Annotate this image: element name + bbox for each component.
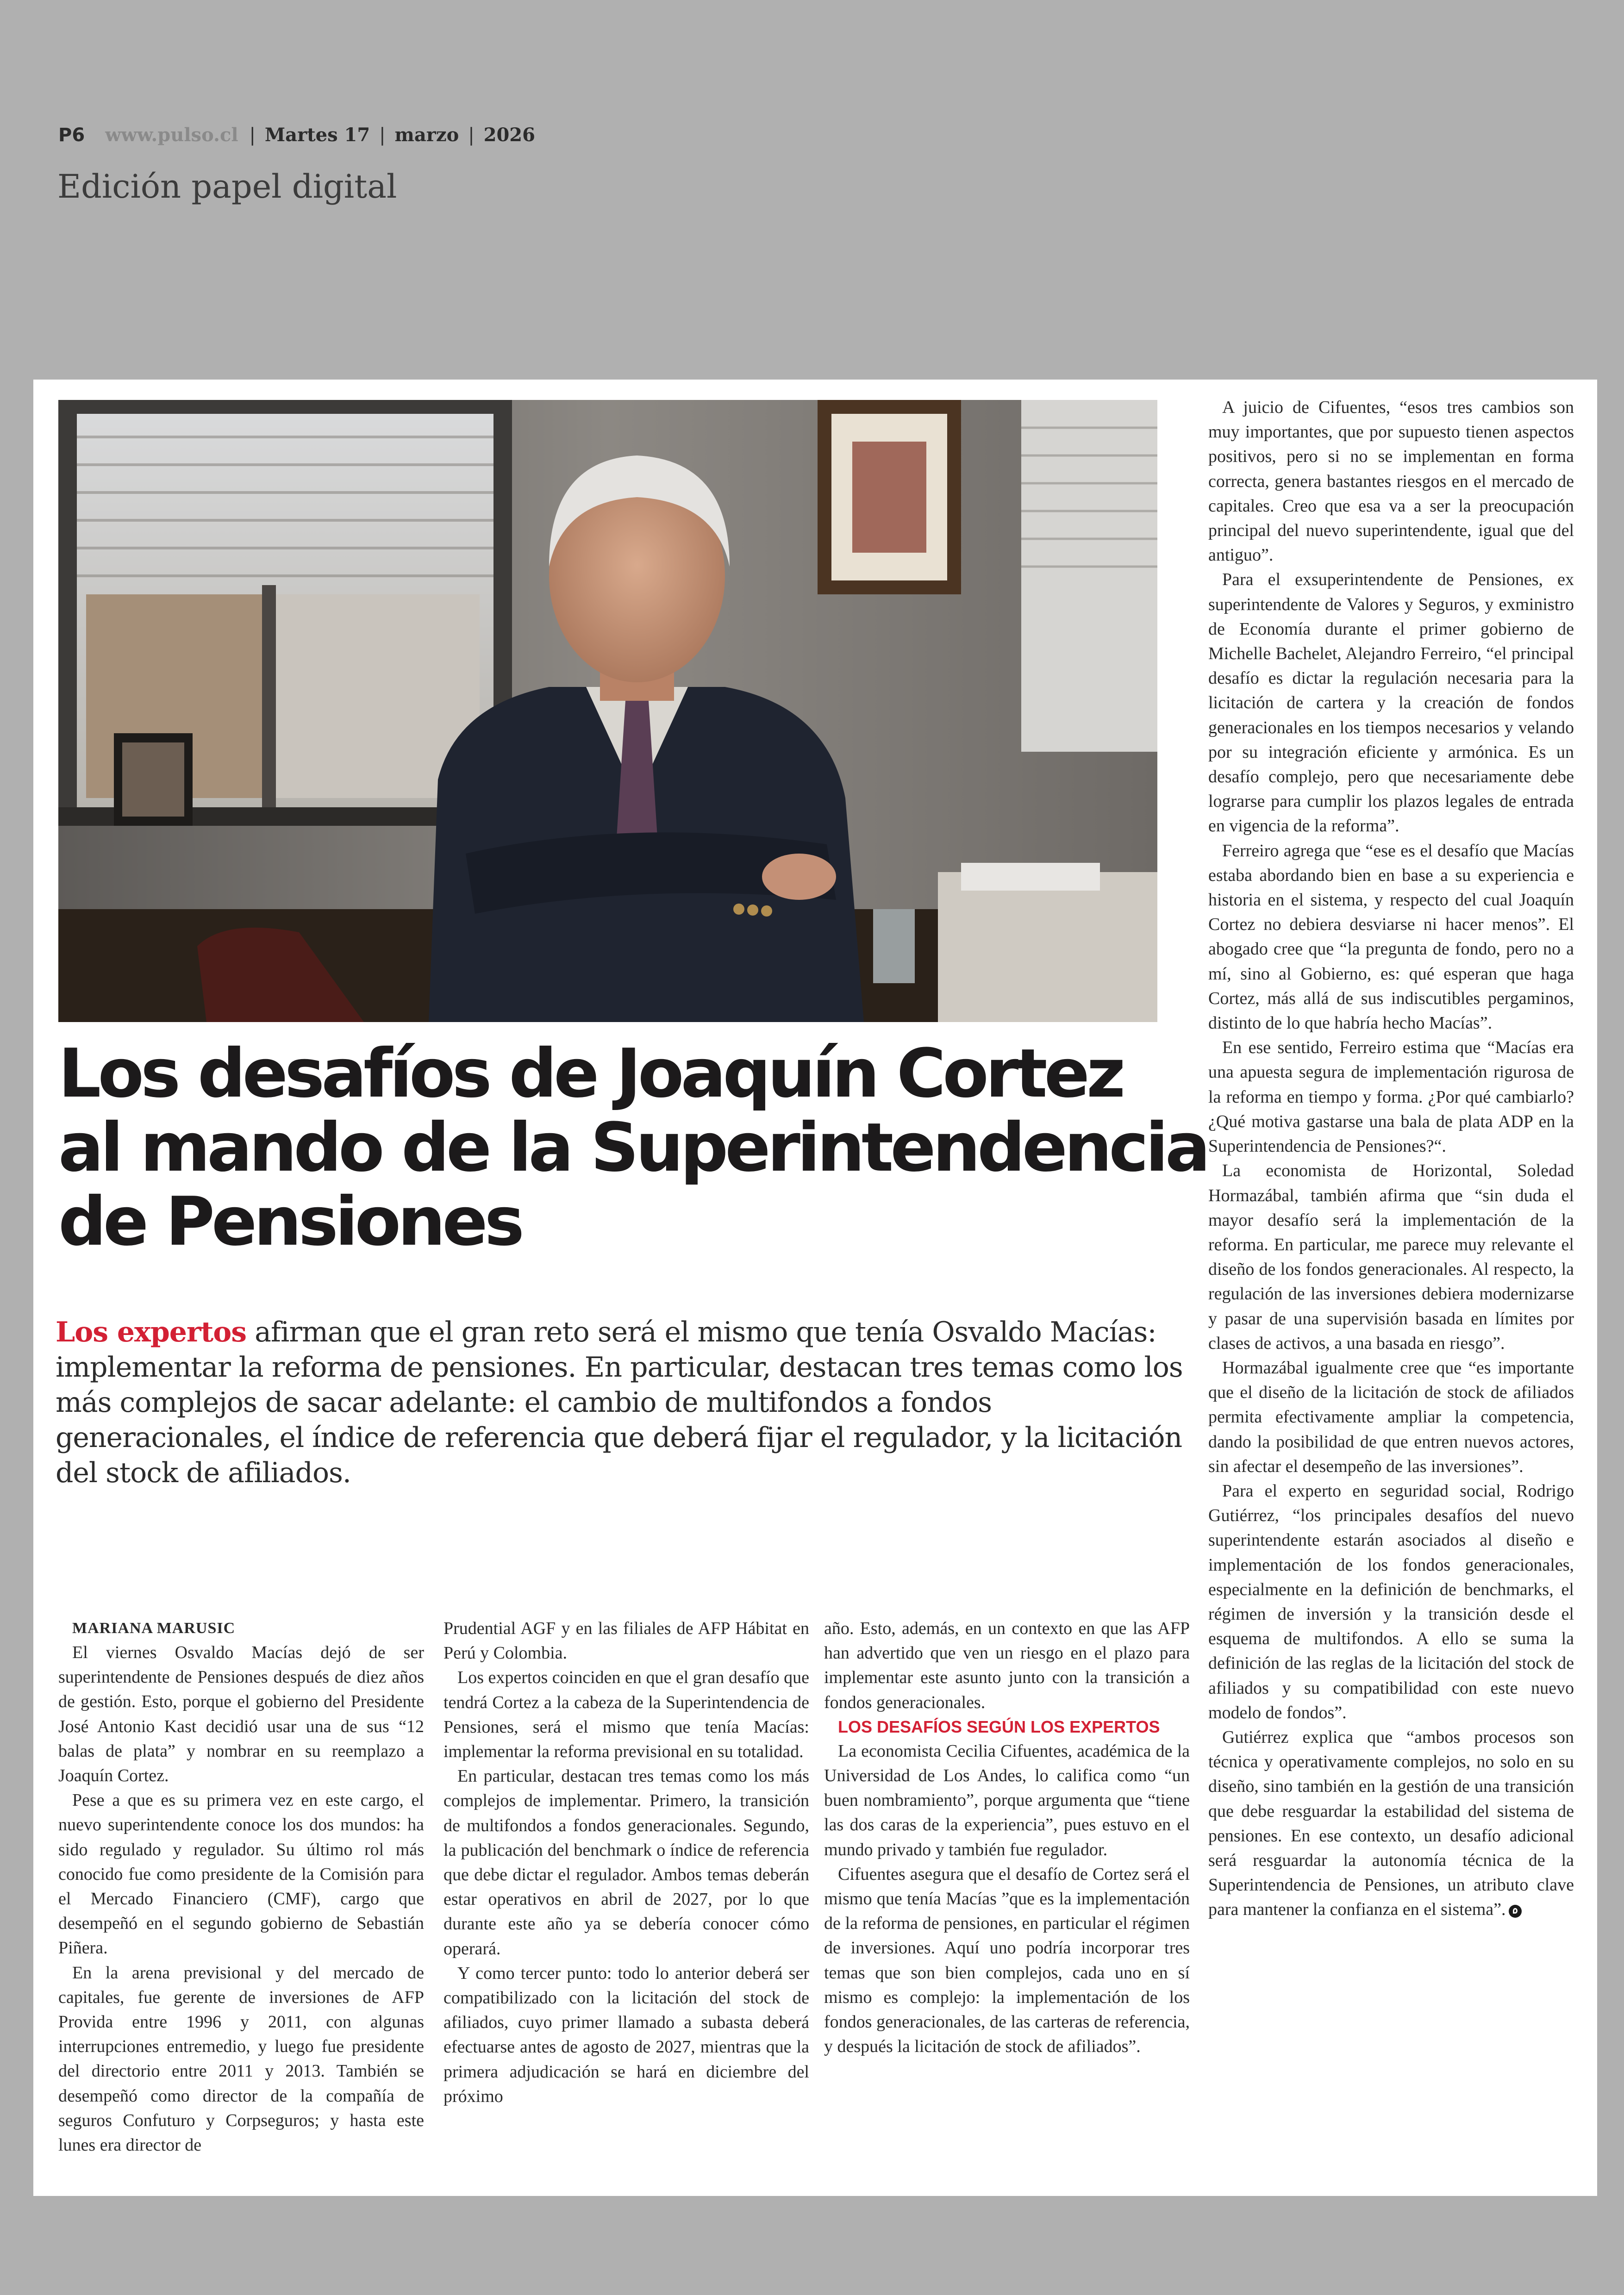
headline-line-1: Los desafíos de Joaquín Cortez bbox=[58, 1035, 1123, 1113]
lead-kicker: Los expertos bbox=[56, 1316, 247, 1348]
issue-month: marzo bbox=[394, 124, 459, 146]
paragraph: En la arena previsional y del mercado de capitales, fue gerente de inversiones de AFP Provida entre 1996 y 2011, con algunas interrupciones entremedio, y luego fue presidente del directorio entre 2011 y 2013. También se desempeñó como director de la compañía de seguros Confuturo y Corpseguros; y hasta este lunes era director de bbox=[58, 1963, 424, 2155]
text-column-4 bbox=[1208, 395, 1574, 1922]
article-photo bbox=[58, 400, 1157, 1022]
paragraph: Prudential AGF y en las filiales de AFP Hábitat en Perú y Colombia. bbox=[443, 1619, 809, 1663]
website-link[interactable]: www.pulso.cl bbox=[105, 124, 238, 146]
article-lead bbox=[56, 1315, 1185, 1491]
issue-year: 2026 bbox=[483, 124, 535, 146]
paragraph-last bbox=[1208, 1725, 1574, 1922]
lead-text: afirman que el gran reto será el mismo que tenía Osvaldo Macías: implementar la reforma de pensiones. En particular, destacan tres temas como los más complejos de sacar adelante: el cambio de multifondos a fondos generacionales, el índice de referencia que deberá fijar el regulador, y la licitación del stock de afiliados. bbox=[56, 1316, 1183, 1489]
article-headline bbox=[58, 1037, 1243, 1259]
paragraph: El viernes Osvaldo Macías dejó de ser superintendente de Pensiones después de diez años de gestión. Esto, porque el gobierno del Presidente José Antonio Kast decidió usar una de sus “12 balas de plata” y nombrar en su reemplazo a Joaquín Cortez. bbox=[58, 1643, 424, 1786]
paragraph: Ferreiro agrega que “ese es el desafío que Macías estaba abordando bien en base a su experiencia e historia en el sistema, y respecto del cual Joaquín Cortez no debiera desviarse ni hacer menos”. El abogado cree que “la pregunta de fondo, pero no a mí, sino al Gobierno, es: qué esperan que haga Cortez, más allá de sus indiscutibles pergaminos, distinto de lo que habría hecho Macías”. bbox=[1208, 841, 1574, 1033]
paragraph: A juicio de Cifuentes, “esos tres cambios son muy importantes, que por supuesto tienen aspectos positivos, pero si no se implementan en forma correcta, genera bastantes riesgos en el mercado de capitales. Creo que esa va a ser la preocupación principal del nuevo superintendente, igual que del antiguo”. bbox=[1208, 398, 1574, 565]
paragraph: Pese a que es su primera vez en este cargo, el nuevo superintendente conoce los dos mundos: ha sido regulado y regulador. Su último rol más conocido fue como presidente de la Comisión para el Mercado Financiero (CMF), cargo que desempeñó en el segundo gobierno de Sebastián Piñera. bbox=[58, 1790, 424, 1958]
last-paragraph-text: Gutiérrez explica que “ambos procesos son técnica y operativamente complejos, no solo en su diseño, sino también en la gestión de una transición que debe resguardar la estabilidad del sistema de pensiones. En ese contexto, un desafío adicional será resguardar la autonomía técnica de la Superintendencia de Pensiones, un atributo clave para mantener la confianza en el sistema”. bbox=[1208, 1727, 1574, 1920]
text-column-1 bbox=[58, 1616, 424, 2158]
headline-line-3: de Pensiones bbox=[58, 1183, 521, 1261]
paragraph: Hormazábal igualmente cree que “es importante que el diseño de la licitación de stock de afiliados permita efectivamente ampliar la competencia, dando la posibilidad de que entren nuevos actores, sin afectar el desempeño de las inversiones”. bbox=[1208, 1358, 1574, 1476]
byline: MARIANA MARUSIC bbox=[72, 1620, 236, 1637]
headline-line-2: al mando de la Superintendencia bbox=[58, 1109, 1207, 1187]
paragraph: Y como tercer punto: todo lo anterior deberá ser compatibilizado con la licitación del stock de afiliados, cuyo primer llamado a subasta deberá efectuarse antes de agosto de 2027, mientras que la primera adjudicación se hará en diciembre del próximo bbox=[443, 1963, 809, 2106]
section-subhead: LOS DESAFÍOS SEGÚN LOS EXPERTOS bbox=[838, 1717, 1160, 1736]
paragraph: En particular, destacan tres temas como los más complejos de implementar. Primero, la transición de multifondos a fondos generacionales. Segundo, la publicación del benchmark o índice de referencia que debe dictar el regulador. Ambos temas deberán estar operativos en abril de 2027, por lo que durante este año ya se debería conocer cómo operará. bbox=[443, 1766, 809, 1958]
pulso-end-mark-icon bbox=[1509, 1905, 1522, 1918]
paragraph: año. Esto, además, en un contexto en que las AFP han advertido que ven un riesgo en el plazo para implementar este asunto junto con la transición a fondos generacionales. bbox=[824, 1619, 1190, 1712]
edition-label: Edición papel digital bbox=[57, 168, 397, 206]
paragraph: Los expertos coinciden en que el gran desafío que tendrá Cortez a la cabeza de la Superintendencia de Pensiones, será el mismo que tenía Macías: implementar la reforma previsional en su totalidad. bbox=[443, 1668, 809, 1762]
page-header: P6 www.pulso.cl | Martes 17 | marzo | 2026 bbox=[58, 124, 535, 146]
newspaper-page bbox=[33, 380, 1597, 2196]
paragraph: La economista de Horizontal, Soledad Hormazábal, también afirma que “sin duda el mayor desafío será la implementación de la reforma. En particular, me parece muy relevante el diseño de los fondos generacionales. Al respecto, la regulación de las inversiones debiera modernizarse y pasar de una supervisión basada en límites por clases de activos, a una basada en riesgo”. bbox=[1208, 1161, 1574, 1353]
text-column-2 bbox=[443, 1616, 809, 2109]
paragraph: La economista Cecilia Cifuentes, académica de la Universidad de Los Andes, lo califica como “un buen nombramiento”, porque argumenta que “tiene las dos caras de la experiencia”, pues estuvo en el mundo privado y también fue regulador. bbox=[824, 1741, 1190, 1859]
paragraph: Para el experto en seguridad social, Rodrigo Gutiérrez, “los principales desafíos del nuevo superintendente estarán asociados al diseño e implementación de los fondos generacionales, especialmente en la definición de benchmarks, el régimen de inversión y la transición desde el esquema de multifondos. A ello se suma la definición de las reglas de la licitación del stock de afiliados y su compatibilidad con este nuevo modelo de fondos”. bbox=[1208, 1481, 1574, 1722]
paragraph: En ese sentido, Ferreiro estima que “Macías era una apuesta segura de implementación rigurosa de la reforma en tiempo y forma. ¿Por qué cambiarlo? ¿Qué motiva gastarse una bala de plata ADP en la Superintendencia de Pensiones?“. bbox=[1208, 1038, 1574, 1156]
text-column-3 bbox=[824, 1616, 1190, 2059]
issue-day: Martes 17 bbox=[264, 124, 370, 146]
paragraph: Cifuentes asegura que el desafío de Cortez será el mismo que tenía Macías ”que es la implementación de la reforma de pensiones, en particular el régimen de inversiones. Aquí uno podría incorporar tres temas que son bien complejos, cada uno en sí mismo es complejo: la implementación de los fondos generacionales, de las carteras de referencia, y después la licitación de stock de afiliados”. bbox=[824, 1864, 1190, 2057]
paragraph: Para el exsuperintendente de Pensiones, ex superintendente de Valores y Seguros, y exministro de Economía durante el primer gobierno de Michelle Bachelet, Alejandro Ferreiro, “el principal desafío es dictar la regulación necesaria para la licitación de cartera y la creación de fondos generacionales en los tiempos necesarios y velando por su integración eficiente y armónica. Es un desafío complejo, pero que necesariamente debe lograrse para cumplir los plazos legales de entrada en vigencia de la reforma”. bbox=[1208, 570, 1574, 836]
page-number: P6 bbox=[58, 125, 85, 146]
